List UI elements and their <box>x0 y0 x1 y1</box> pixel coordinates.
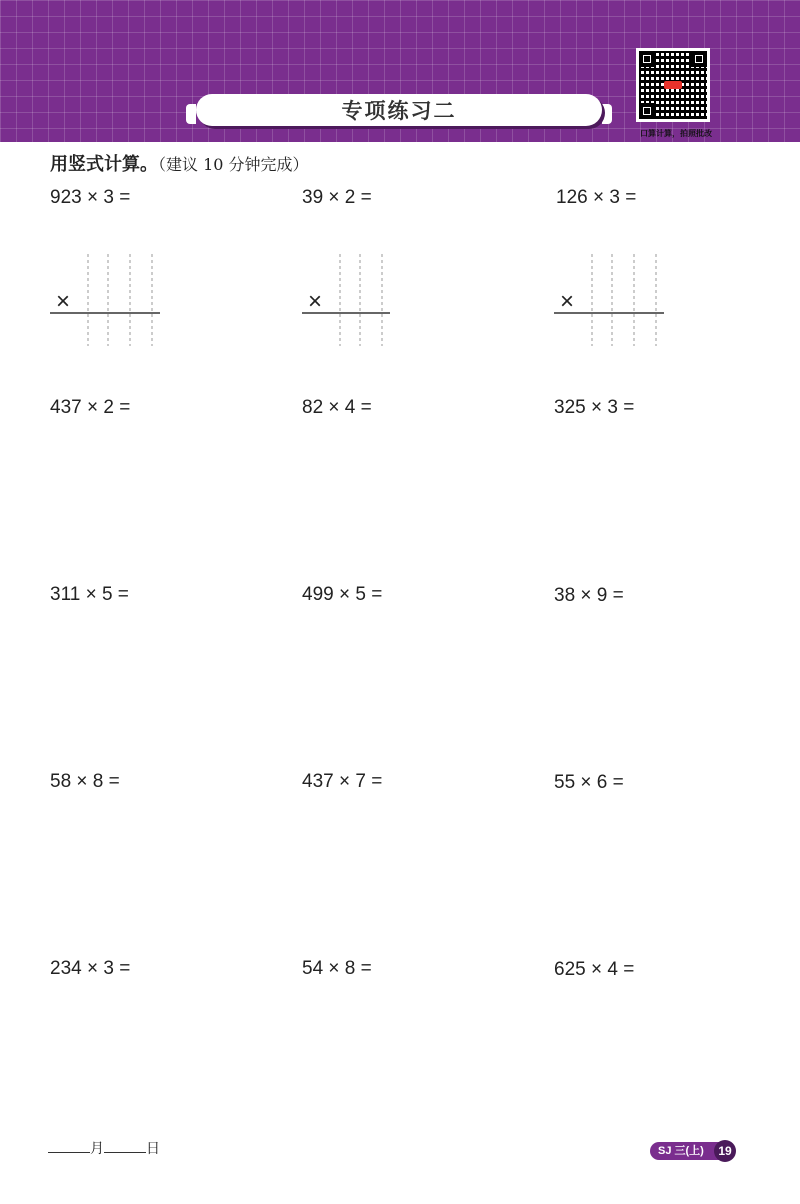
qr-pattern <box>639 51 707 119</box>
date-field <box>48 1138 160 1158</box>
problem-10: 58 × 8 = <box>50 771 120 792</box>
problem-4: 437 × 2 = <box>50 397 131 418</box>
title-bar <box>196 94 602 126</box>
edition-tag: SJ 三(上) <box>650 1142 726 1160</box>
problem-14: 54 × 8 = <box>302 958 372 979</box>
times-sign: × <box>308 288 323 315</box>
problem-7: 311 × 5 = <box>50 584 129 605</box>
title-tab-right <box>602 104 612 124</box>
problem-5: 82 × 4 = <box>302 397 372 418</box>
problem-13: 234 × 3 = <box>50 958 131 979</box>
qr-finder-bottom-left <box>639 103 655 119</box>
page-number: 19 <box>714 1140 736 1162</box>
problem-2: 39 × 2 = <box>302 187 372 208</box>
instruction-hint: （建议 10 分钟完成） <box>158 155 309 174</box>
qr-finder-top-right <box>691 51 707 67</box>
problem-1: 923 × 3 = <box>50 187 131 208</box>
problem-15: 625 × 4 = <box>554 959 635 980</box>
problem-9: 38 × 9 = <box>554 585 624 606</box>
page-title: 专项练习二 <box>341 99 457 123</box>
problem-6: 325 × 3 = <box>554 397 635 418</box>
instruction-main: 用竖式计算。 <box>50 154 158 175</box>
vertical-template-2 <box>300 252 392 348</box>
problem-12: 55 × 6 = <box>554 772 624 793</box>
month-blank[interactable] <box>48 1138 90 1153</box>
times-sign: × <box>560 288 575 315</box>
qr-caption: 口算计算，拍照批改 <box>640 129 712 138</box>
vertical-template-1 <box>48 252 163 348</box>
times-sign: × <box>56 288 71 315</box>
problem-8: 499 × 5 = <box>302 584 383 605</box>
instruction <box>50 150 309 176</box>
qr-finder-top-left <box>639 51 655 67</box>
qr-logo <box>664 81 682 89</box>
vertical-template-3 <box>552 252 667 348</box>
problem-3: 126 × 3 = <box>556 187 637 208</box>
qr-code[interactable] <box>636 48 710 122</box>
title-tab-left <box>186 104 196 124</box>
month-label: 月 <box>90 1140 104 1156</box>
problem-11: 437 × 7 = <box>302 771 383 792</box>
day-label: 日 <box>146 1140 160 1156</box>
day-blank[interactable] <box>104 1138 146 1153</box>
